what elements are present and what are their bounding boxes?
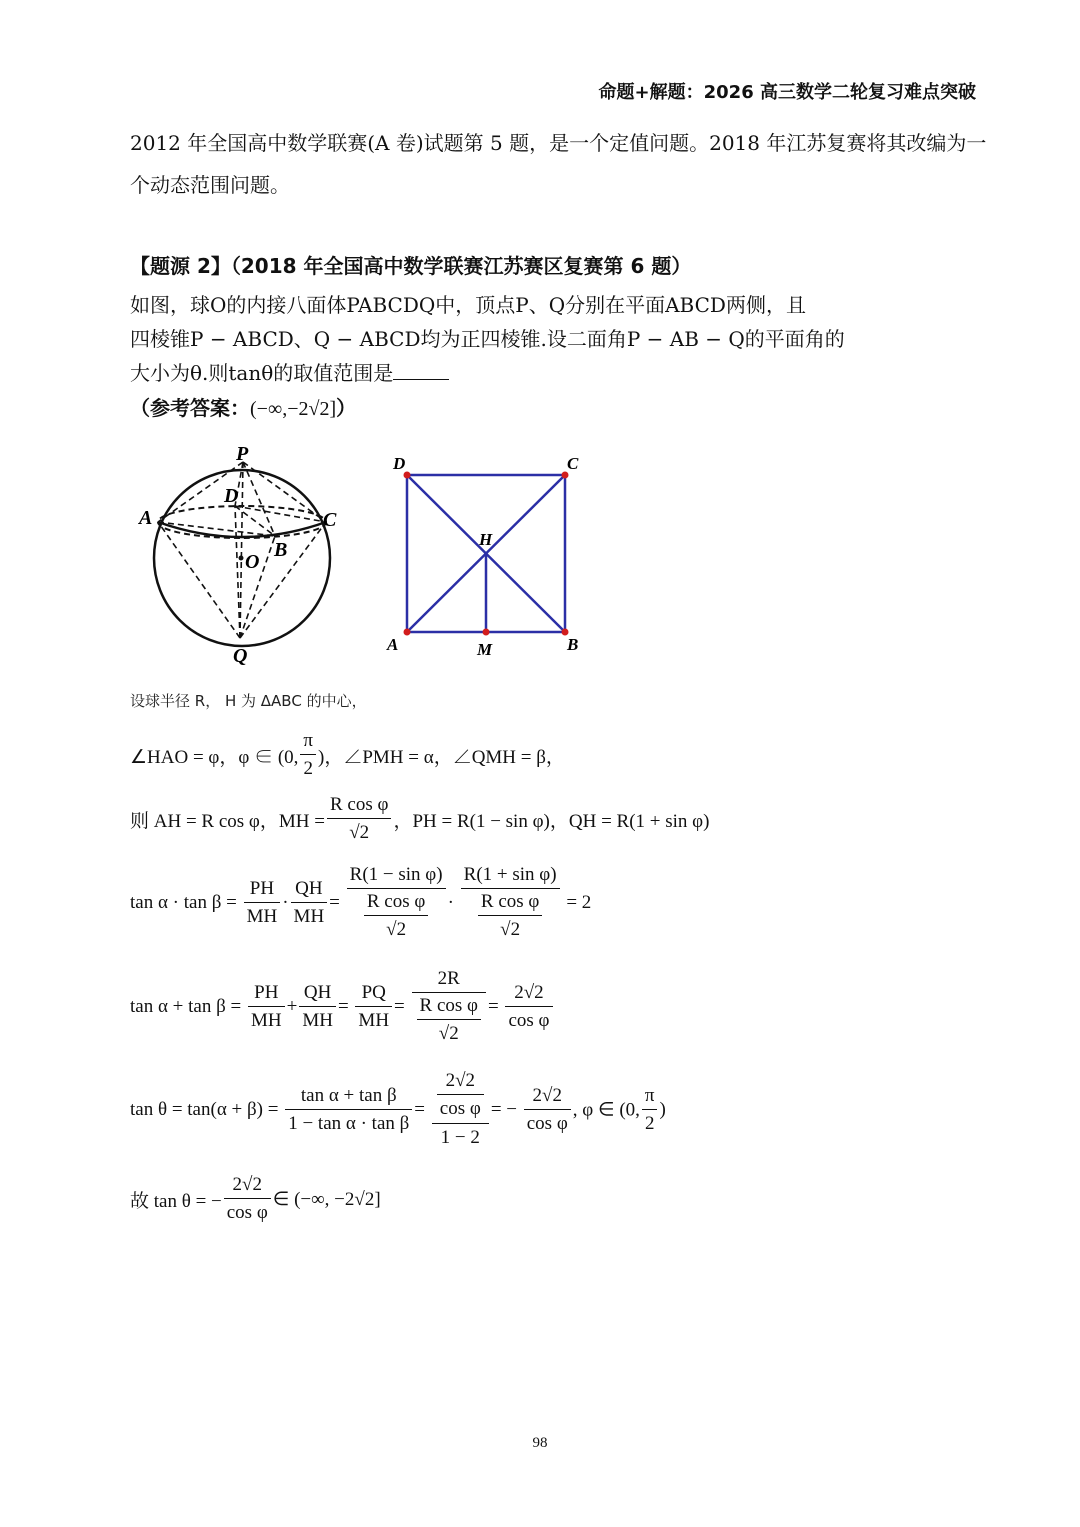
label-D: D [224,485,239,507]
problem-line-2: 四棱锥P − ABCD、Q − ABCD均为正四棱锥.设二面角P − AB − Q的平面角的 [130,327,845,351]
solution-line-1: 设球半径 R， H 为 ΔABC 的中心， [130,692,367,710]
label-O: O [245,551,260,573]
problem-line-3: 大小为θ.则tanθ的取值范围是 [130,356,950,390]
label-D2: D [393,454,406,473]
answer-value: (−∞,−2√2] [250,398,337,420]
conclusion: 故 tan θ = − $\frac{2√2}{\text{cos φ}}$ ∈ (−∞, −2√2] [130,1174,381,1223]
label-C2: C [567,454,579,473]
intro-paragraph: 2012 年全国高中数学联赛(A 卷)试题第 5 题，是一个定值问题。2018 年江苏复赛将其改编为一个动态范围问题。 [130,131,987,197]
solution-line-3: 则 AH = R cos φ，MH = $\frac{\text{R cos φ}}{√2}$ ，PH = R(1 − sin φ)，QH = R(1 + sin φ) [130,794,710,843]
reference-answer: （参考答案：(−∞,−2√2]） [130,396,357,420]
label-C: C [323,509,337,531]
page-header: 命题+解题：2026 高三数学二轮复习难点突破 [598,82,976,103]
label-A: A [139,507,153,529]
equation-product: tan α · tan β = $\frac{PH}{MH}$ · $\frac{QH}{MH}$ = $\frac{\text{R(1 − sin φ)}}{\frac{\text{R cos φ}}{√2}}$ · $\frac{\text{R(1 + sin φ)}}{\frac{\text{R cos φ}}{√2}}$ = 2 [130,864,592,940]
label-Q: Q [233,645,248,667]
page-number: 98 [532,1435,548,1451]
label-M: M [477,640,493,659]
equation-sum: tan α + tan β = $\frac{PH}{MH}$ + $\frac{QH}{MH}$ = $\frac{PQ}{MH}$ = $\frac{2R}{\frac{\text{R cos φ}}{√2}}$ = $\frac{2√2}{\text{cos φ}}$ [130,966,555,1048]
answer-blank [393,361,449,380]
problem-line-1: 如图，球O的内接八面体PABCDQ中，顶点P、Q分别在平面ABCD两侧，且 [130,293,806,317]
problem-statement [130,288,950,390]
solution-line-2: ∠HAO = φ，φ ∈ (0, $\frac{\pi}{2}$ )，∠PMH = α，∠QMH = β， [130,730,565,779]
label-B2: B [567,635,579,654]
equation-tan-theta: tan θ = tan(α + β) = $\frac{\text{tan α + tan β}}{\text{1 − tan α · tan β}}$ = $\frac{\frac{2√2}{\text{cos φ}}}{1 - 2}$ = − $\frac{2√2}{\text{cos φ}}$ , φ ∈ (0, $\frac{\pi}{2}$ ) [130,1070,666,1148]
problem-title: 【题源 2】（2018 年全国高中数学联赛江苏赛区复赛第 6 题） [130,254,692,278]
label-H: H [479,530,493,549]
label-P: P [236,443,249,465]
label-A2: A [387,635,399,654]
sphere-octahedron-figure [135,440,350,670]
square-abcd-figure [385,450,595,665]
label-B: B [274,539,288,561]
